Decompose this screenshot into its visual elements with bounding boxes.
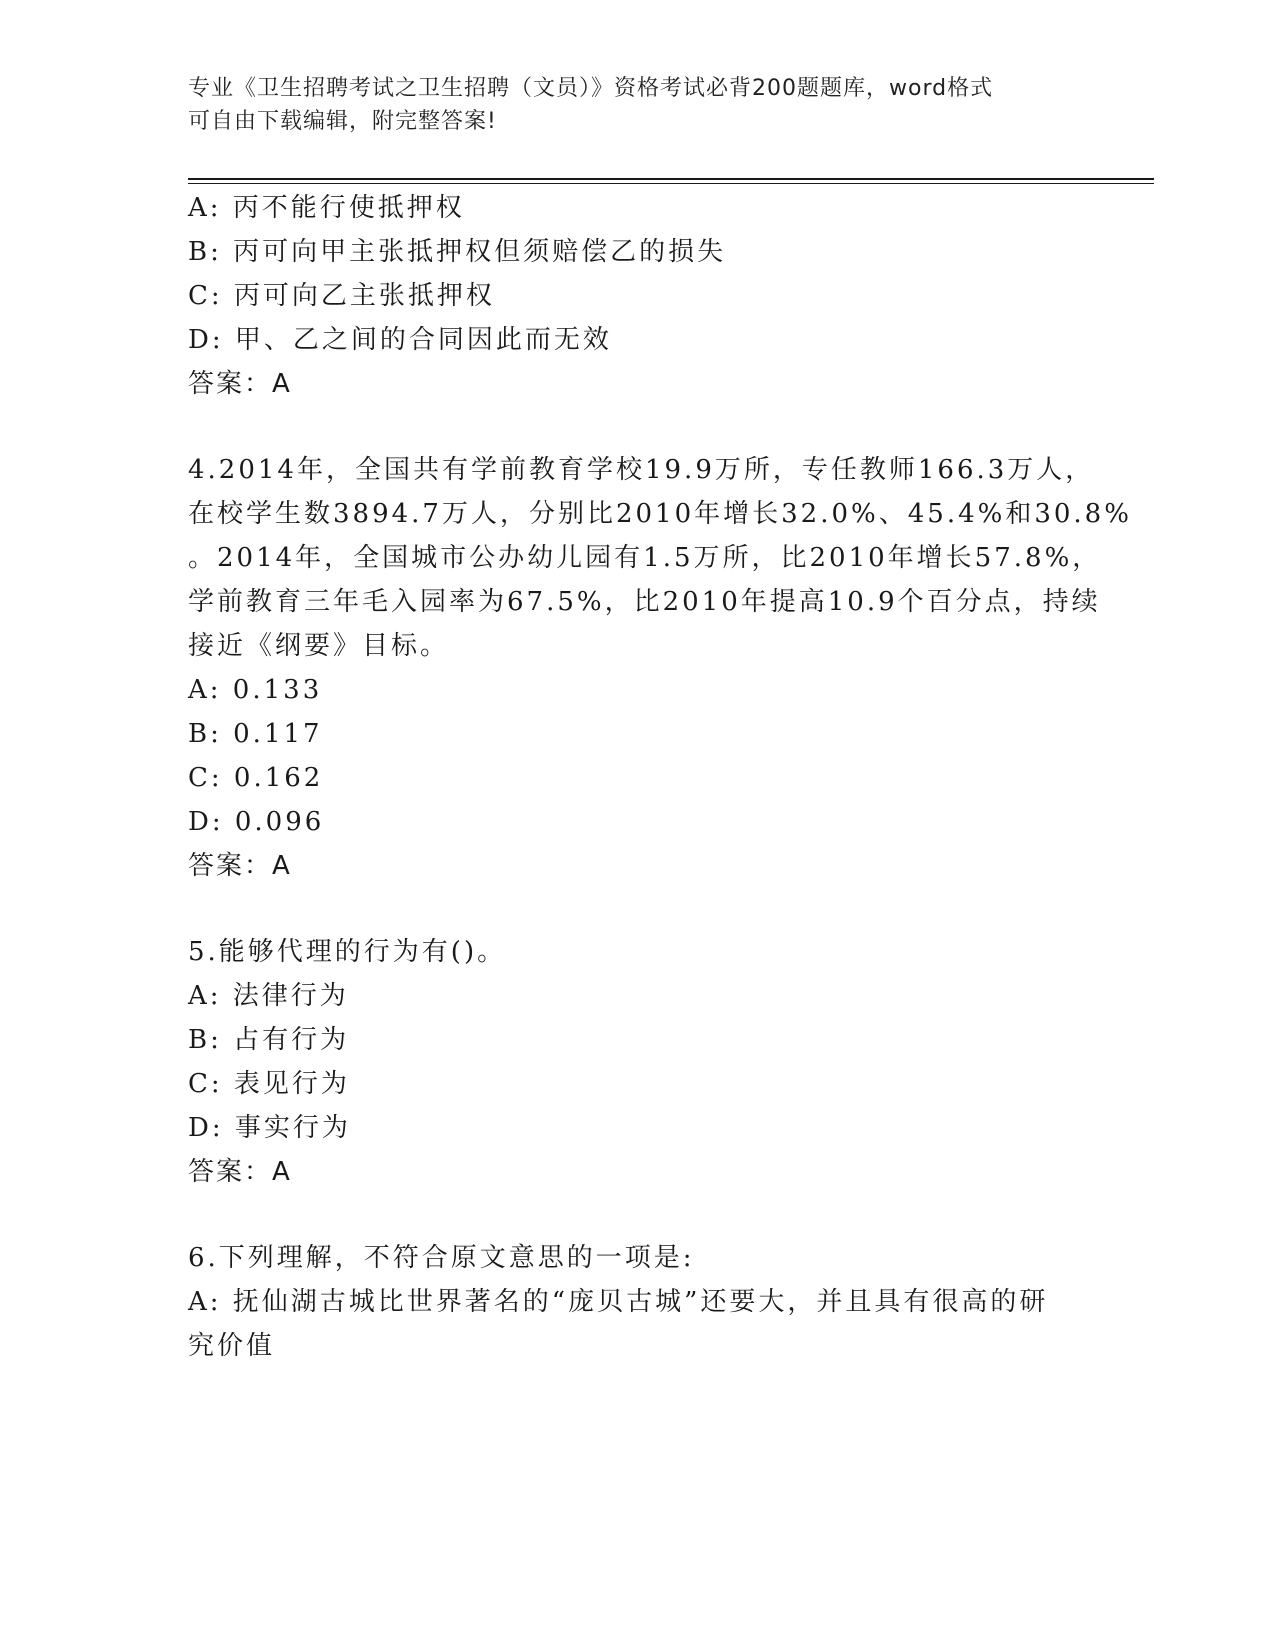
q4-text-line-5: 接近《纲要》目标。	[188, 631, 450, 661]
q4-text-line-3: 。2014年，全国城市公办幼儿园有1.5万所，比2010年增长57.8%，	[188, 543, 1102, 573]
q4-option-a: A: 0.133	[188, 675, 323, 705]
q3-option-b: B: 丙可向甲主张抵押权但须赔偿乙的损失	[188, 237, 727, 267]
q3-option-c: C: 丙可向乙主张抵押权	[188, 281, 495, 311]
q6-question: 6.下列理解，不符合原文意思的一项是:	[188, 1243, 695, 1273]
q5-answer: 答案：A	[188, 1157, 292, 1187]
q3-answer: 答案：A	[188, 369, 292, 399]
q4-text-line-2: 在校学生数3894.7万人，分别比2010年增长32.0%、45.4%和30.8%	[188, 499, 1132, 529]
q4-text-line-1: 4.2014年，全国共有学前教育学校19.9万所，专任教师166.3万人，	[188, 455, 1095, 485]
header-line-1: 专业《卫生招聘考试之卫生招聘（文员）》资格考试必背200题题库，word格式	[188, 76, 994, 101]
q3-option-d: D: 甲、乙之间的合同因此而无效	[188, 325, 612, 355]
header-line-2: 可自由下载编辑，附完整答案!	[188, 109, 497, 134]
q5-option-a: A: 法律行为	[188, 981, 349, 1011]
q6-option-a-continued: 究价值	[188, 1331, 276, 1361]
q5-option-d: D: 事实行为	[188, 1113, 351, 1143]
q5-option-c: C: 表见行为	[188, 1069, 350, 1099]
q4-answer: 答案：A	[188, 851, 292, 881]
q4-option-d: D: 0.096	[188, 807, 325, 837]
q4-text-line-4: 学前教育三年毛入园率为67.5%，比2010年提高10.9个百分点，持续	[188, 587, 1101, 617]
q4-option-c: C: 0.162	[188, 763, 324, 793]
document-header	[188, 72, 1088, 138]
header-rule-thin	[188, 183, 1154, 184]
q5-question: 5.能够代理的行为有()。	[188, 937, 507, 967]
q3-option-a: A: 丙不能行使抵押权	[188, 193, 465, 223]
q4-option-b: B: 0.117	[188, 719, 323, 749]
q5-option-b: B: 占有行为	[188, 1025, 350, 1055]
q6-option-a: A: 抚仙湖古城比世界著名的“庞贝古城”还要大，并且具有很高的研	[188, 1287, 1049, 1317]
header-rule-thick	[188, 178, 1154, 180]
